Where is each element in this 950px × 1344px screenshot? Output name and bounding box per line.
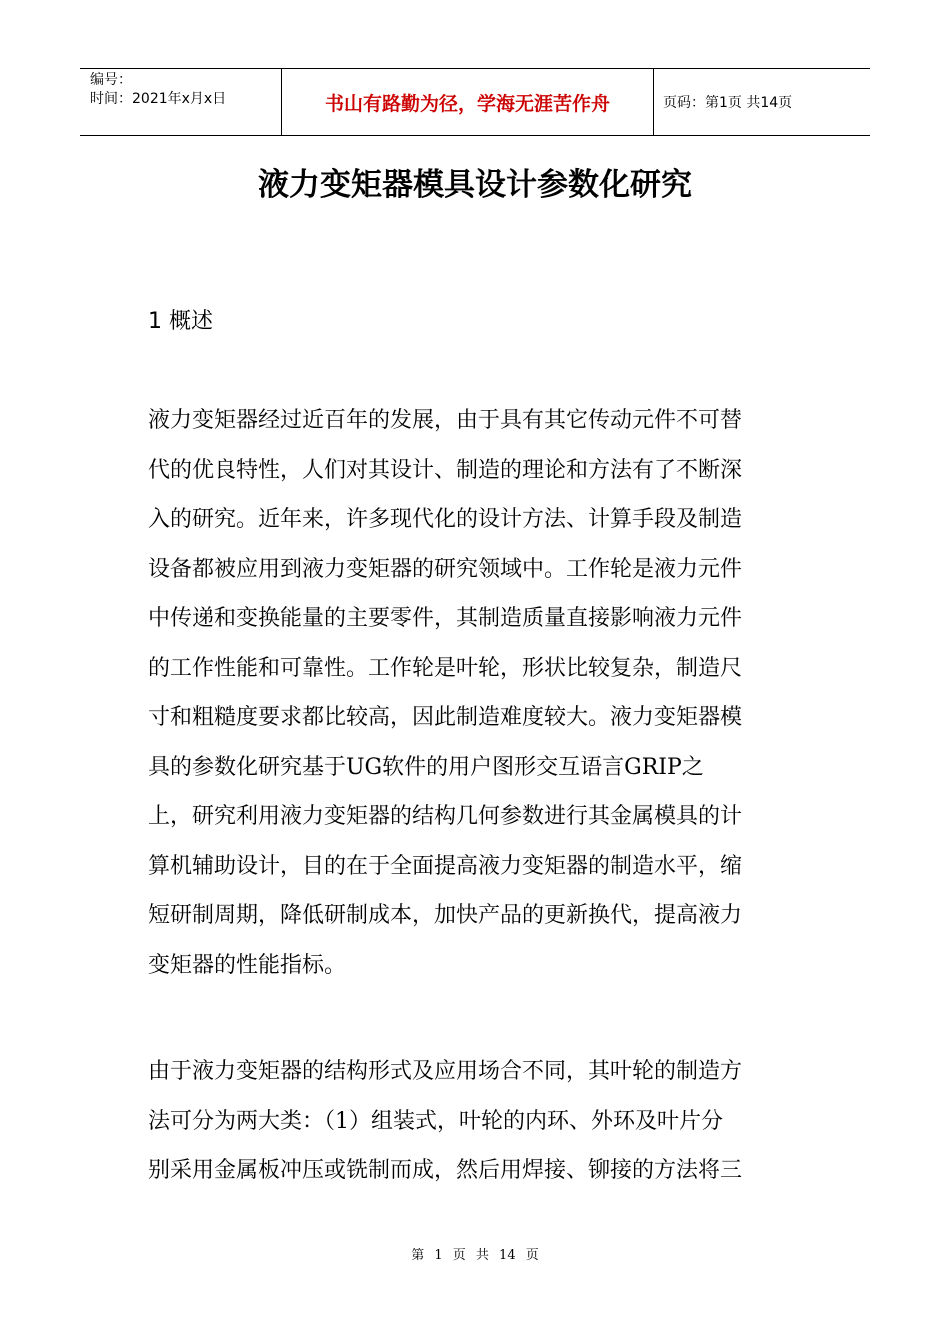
paragraph-line: 具的参数化研究基于UG软件的用户图形交互语言GRIP之: [148, 754, 704, 780]
paragraph-line: 由于液力变矩器的结构形式及应用场合不同，其叶轮的制造方: [148, 1059, 743, 1084]
paragraph-1: [148, 396, 808, 990]
paragraph-line: 变矩器的性能指标。: [148, 952, 347, 978]
document-title: 液力变矩器模具设计参数化研究: [258, 167, 692, 203]
page-info: 页码：第1页 共14页: [663, 95, 793, 111]
paragraph-line: 上，研究利用液力变矩器的结构几何参数进行其金属模具的计: [148, 804, 743, 829]
paragraph-line: 中传递和变换能量的主要零件，其制造质量直接影响液力元件: [148, 606, 743, 631]
section-heading: 1 概述: [148, 309, 213, 334]
date-label: 时间：2021年x月x日: [90, 91, 227, 107]
paragraph-line: 的工作性能和可靠性。工作轮是叶轮，形状比较复杂，制造尺: [148, 655, 743, 681]
page-footer: 第 1 页 共 14 页: [411, 1248, 539, 1263]
number-label: 编号：: [90, 72, 132, 88]
header-meta-cell: [80, 69, 281, 135]
paragraph-line: 液力变矩器经过近百年的发展，由于具有其它传动元件不可替: [148, 408, 743, 433]
paragraph-line: 法可分为两大类：（1）组装式，叶轮的内环、外环及叶片分: [148, 1108, 723, 1134]
paragraph-line: 短研制周期，降低研制成本，加快产品的更新换代，提高液力: [148, 903, 743, 928]
paragraph-2: [148, 1047, 808, 1196]
motto-text: 书山有路勤为径，学海无涯苦作舟: [324, 92, 610, 115]
paragraph-line: 设备都被应用到液力变矩器的研究领域中。工作轮是液力元件: [148, 556, 743, 582]
paragraph-line: 算机辅助设计，目的在于全面提高液力变矩器的制造水平，缩: [148, 853, 743, 879]
paragraph-line: 寸和粗糙度要求都比较高，因此制造难度较大。液力变矩器模: [148, 705, 743, 730]
header-page-cell: [654, 69, 870, 135]
paragraph-line: 入的研究。近年来，许多现代化的设计方法、计算手段及制造: [148, 507, 743, 532]
paragraph-line: 代的优良特性，人们对其设计、制造的理论和方法有了不断深: [148, 457, 743, 483]
paragraph-line: 别采用金属板冲压或铣制而成，然后用焊接、铆接的方法将三: [148, 1158, 743, 1183]
header-motto-cell: [281, 69, 654, 135]
document-header: [80, 68, 870, 136]
